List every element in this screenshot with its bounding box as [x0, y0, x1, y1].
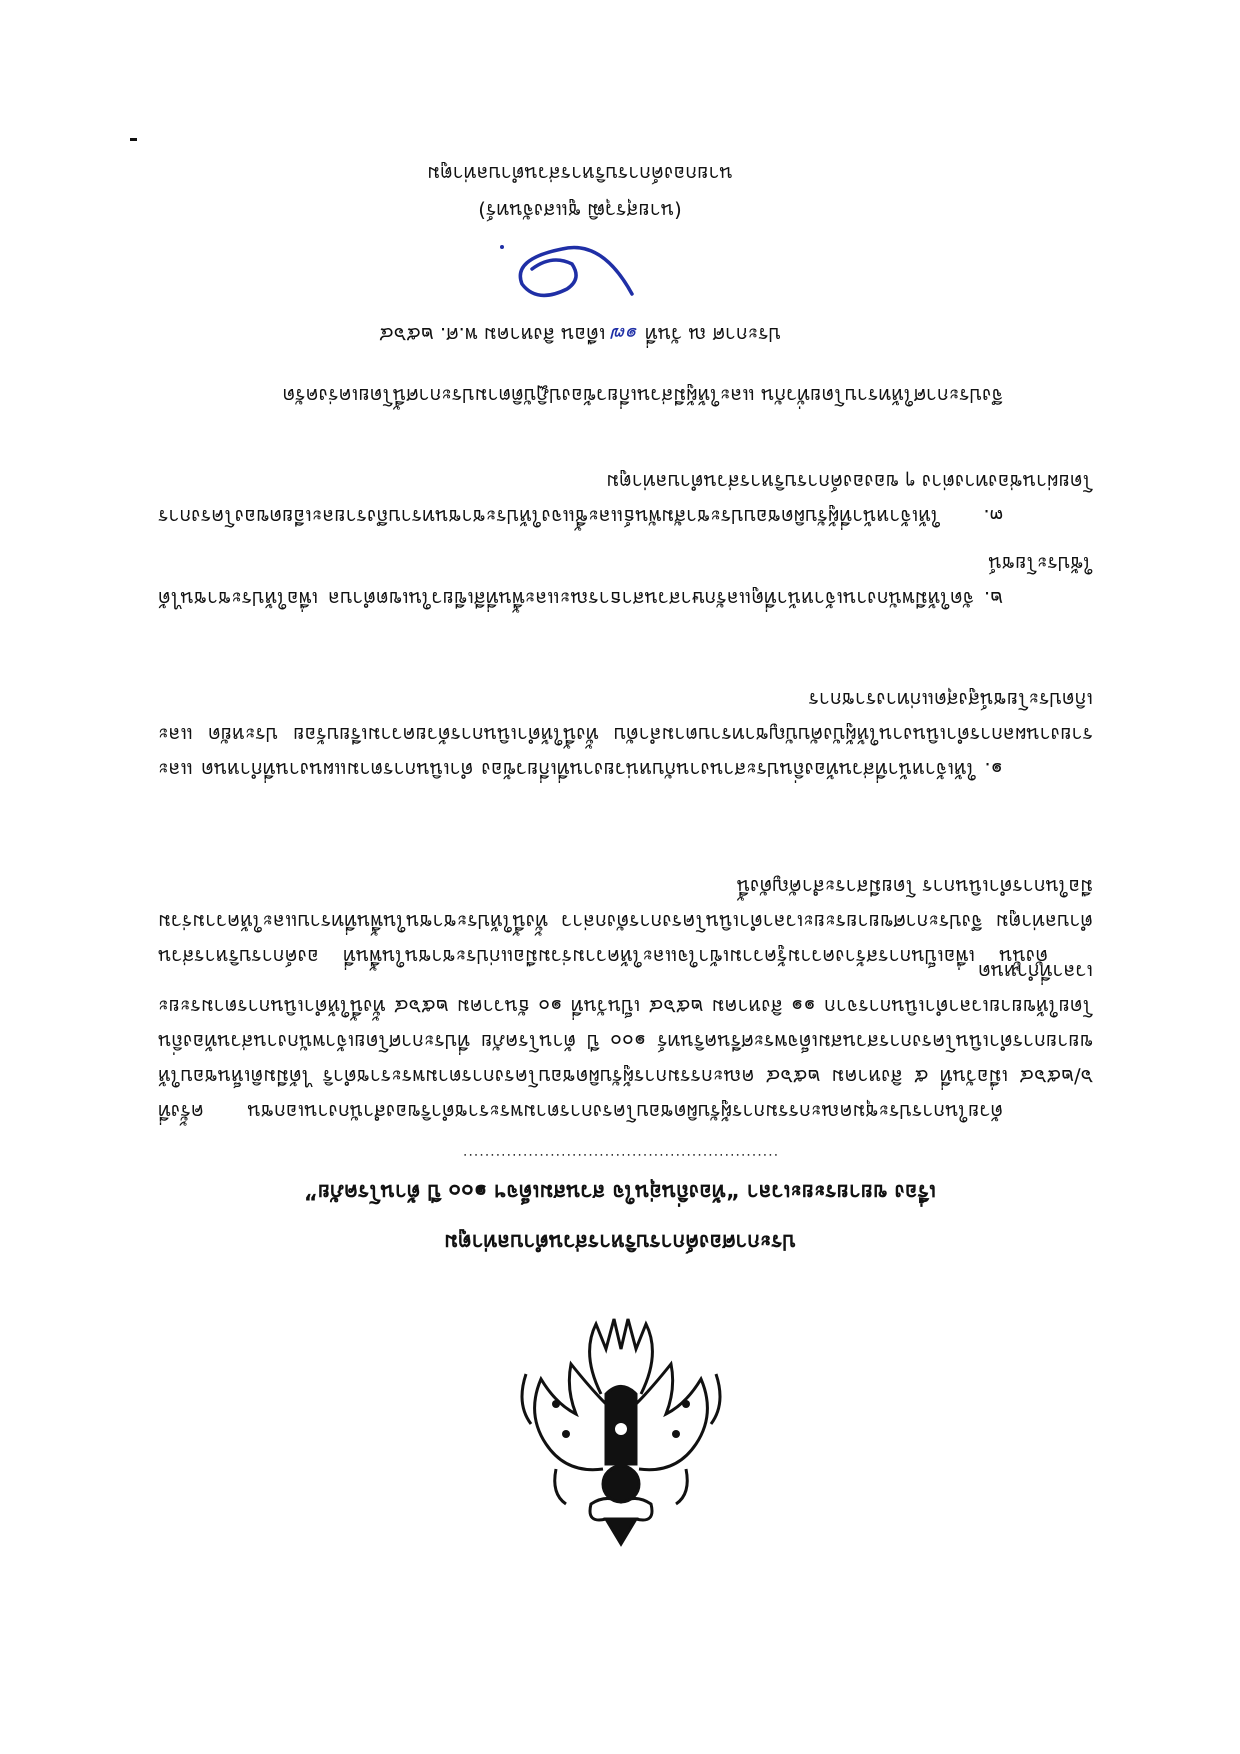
separator-line: ..........................................................: [461, 1150, 779, 1166]
paragraph-4: ๒. จัดให้มีพนักงานเจ้าหน้าที่ดูแลรักษาสวนสาธารณะและพื้นที่สีเขียวในเขตตำบล เพื่อให้ประชาชนได้ใช้ประโยชน์: [158, 552, 1093, 610]
paragraph-3: ๑. ให้เจ้าหน้าที่ส่วนท้องถิ่นประสานงานกับหน่วยงานที่เกี่ยวข้อง ดำเนินการตามแผนงานที่กำหนด และรายงานผลการดำเนินงานให้ผู้บังคับบัญชาทราบตามลำดับ ทั้งนี้ให้ดำเนินการด้วยความเรียบร้อย ประหยัด และเกิดประโยชน์สูงสุดแก่ทางราชการ: [158, 688, 1093, 781]
paragraph-2: ดังนั้น เพื่อเป็นการสร้างความรู้ความเข้าใจและให้ความร่วมมือแก่ประชาชนในพื้นที่ องค์การบริหารส่วนตำบลท่าตูม จึงประกาศขยายระยะเวลาดำเนินโครงการดังกล่าว ทั้งนี้ให้ประชาชนในพื้นที่ทราบและให้ความร่วมมือในการดำเนินการ โดยมีสาระสำคัญดังนี้: [158, 875, 1093, 968]
subject-heading: เรื่อง ขยายระยะเวลา “ท้องถิ่นอุ่นใจ สวนสมเด็จฯ ๑๐๐ ปี ต้านโรคภัย”: [304, 1180, 936, 1204]
signatory-name: (นายสุรวุฒิ ชูแสงจันทร์): [478, 199, 682, 222]
paragraph-6: จึงประกาศให้ทราบโดยทั่วกัน และให้ผู้มีส่วนเกี่ยวข้องปฏิบัติตามประกาศนี้โดยเคร่งครัด: [282, 384, 1003, 407]
garuda-emblem-icon: [506, 1304, 736, 1564]
organization-heading: ประกาศองค์การบริหารส่วนตำบลท่าตูม: [444, 1230, 796, 1254]
date-prefix: ประกาศ ณ วันที่: [644, 323, 782, 346]
announcement-date: [0, 319, 1240, 350]
scan-mark: [130, 138, 137, 141]
paragraph-1: ด้วยในการประชุมคณะกรรมการผู้รับผิดชอบโครงการตามพระราชดำริของสำนักงานเอกชน ครั้งที่ ๖/๒๕๖๔ เมื่อวันที่ ๕ สิงหาคม ๒๕๖๔ คณะกรรมการผู้รับผิดชอบโครงการตามพระราชดำริ ได้มีมติเห็นชอบให้ขยายการดำเนินโครงการสวนสมเด็จพระศรีนครินทร์ ๑๐๐ ปี ต้านโรคภัย ที่ประกาศโดยเจ้าพนักงานส่วนท้องถิ่น โดยให้ขยายเวลาดำเนินการจาก ๑๑ สิงหาคม ๒๕๖๔ เป็นวันที่ ๑๐ ธันวาคม ๒๕๖๔ ทั้งนี้ให้ดำเนินการตามระยะเวลาที่กำหนด: [158, 960, 1093, 1123]
date-rest: เดือน สิงหาคม พ.ศ. ๒๕๖๔: [379, 323, 606, 346]
date-day-handwritten: ๑๗: [611, 323, 639, 346]
signatory-title: นายกองค์การบริหารส่วนตำบลท่าตูม: [427, 162, 733, 185]
handwritten-signature: [492, 229, 642, 309]
paragraph-5: ๓. ให้เจ้าหน้าที่ผู้รับผิดชอบประชาสัมพันธ์และชี้แจงให้ประชาชนทราบถึงรายละเอียดของโครงการ โดยผ่านช่องทางต่าง ๆ ขององค์การบริหารส่วนตำบลท่าตูม: [158, 470, 1093, 528]
